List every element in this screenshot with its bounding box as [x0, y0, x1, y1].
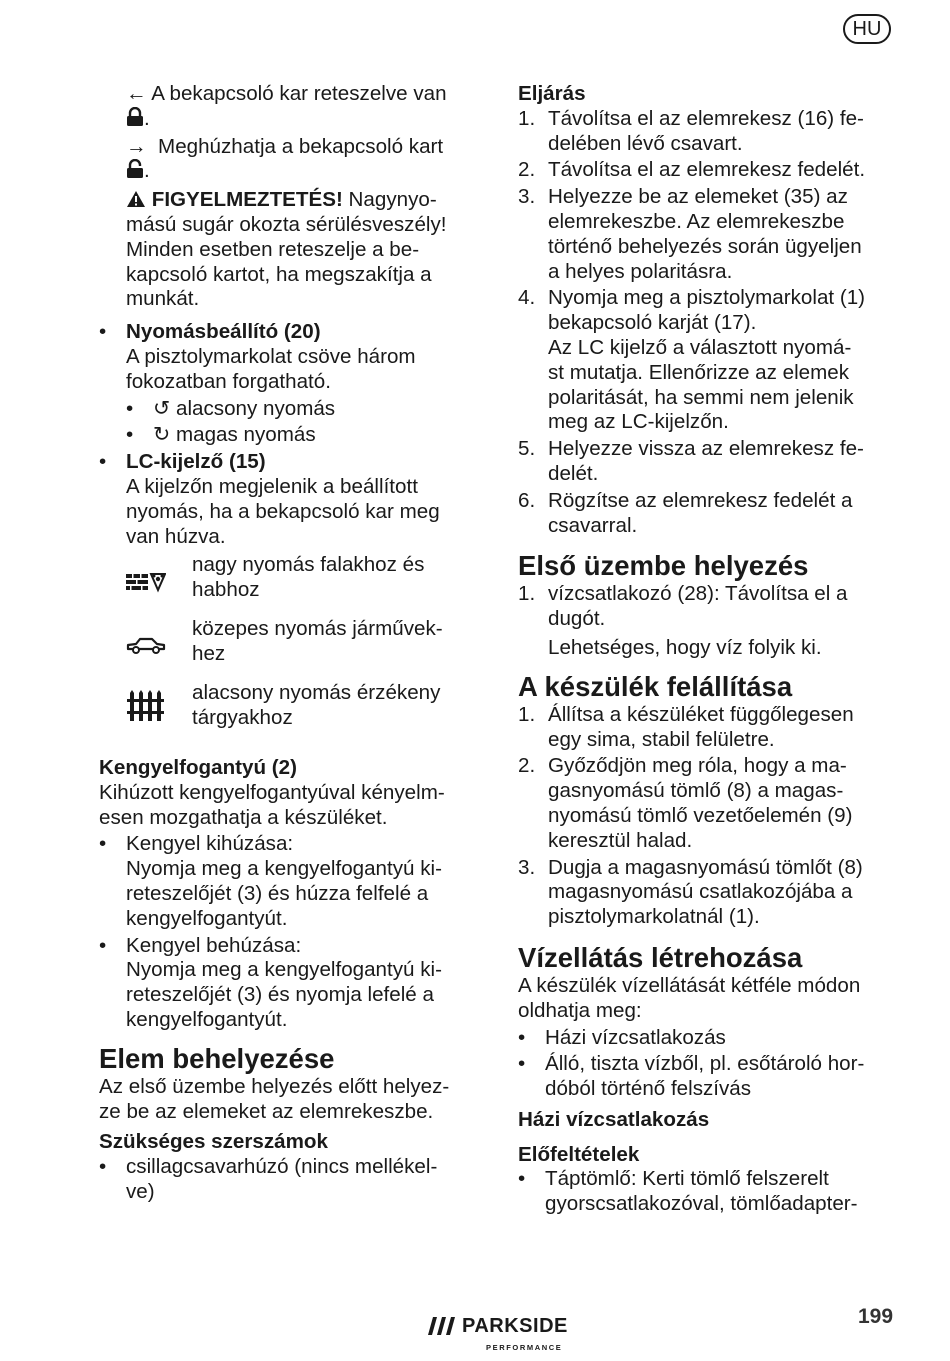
step-number: 6.	[518, 488, 536, 512]
pressure-title: Nyomásbeállító (20)	[126, 320, 321, 344]
step-line: gasnyomású tömlő (8) a magas-	[548, 779, 844, 803]
pressure-sub-low	[126, 397, 484, 422]
step-line: csavarral.	[548, 513, 638, 537]
step-line: a helyes polaritásra.	[548, 259, 733, 283]
warning-icon	[126, 190, 146, 208]
bullet: •	[99, 450, 107, 474]
battery-heading: Elem behelyezése	[99, 1042, 335, 1074]
pressure-item	[99, 320, 484, 448]
prereq-item	[518, 1167, 898, 1217]
water-line: oldhatja meg:	[518, 998, 642, 1022]
house-connection-title: Házi vízcsatlakozás	[518, 1107, 710, 1131]
bullet: •	[126, 396, 134, 420]
step-line: elemrekeszbe. Az elemrekeszbe	[548, 209, 845, 233]
symbol-row-fence	[126, 681, 484, 741]
step-line: Állítsa a készüléket függőlegesen	[548, 702, 854, 726]
symbol-row-wall	[126, 553, 484, 617]
step-line: Nyomja meg a pisztolymarkolat (1)	[548, 286, 866, 310]
step-line: keresztül halad.	[548, 828, 693, 852]
procedure-step	[518, 107, 898, 157]
procedure-step	[518, 158, 898, 183]
tool-item	[99, 1155, 484, 1205]
bullet: •	[518, 1025, 526, 1049]
step-number: 4.	[518, 286, 536, 310]
handle-extend-label: Kengyel kihúzása:	[126, 832, 294, 856]
symbol-row-car	[126, 617, 484, 681]
step-line: nyomású tömlő vezetőelemén (9)	[548, 803, 853, 827]
symbol-text-car: hez	[192, 642, 226, 666]
car-icon	[126, 625, 166, 665]
bullet: •	[99, 320, 107, 344]
pressure-sub-high	[126, 423, 484, 448]
warning-line: kapcsoló kartot, ha megszakítja a	[126, 262, 432, 286]
handle-extend-line: Nyomja meg a kengyelfogantyú ki-	[126, 857, 442, 881]
wall-foam-icon	[126, 561, 166, 601]
bullet: •	[99, 1155, 107, 1179]
setup-step	[518, 703, 898, 753]
step-line: Lehetséges, hogy víz folyik ki.	[548, 635, 822, 659]
page-number: 199	[858, 1305, 894, 1328]
setup-heading: A készülék felállítása	[518, 670, 793, 702]
handle-extend-line: reteszelőjét (3) és húzza felfelé a	[126, 881, 429, 905]
step-number: 1.	[518, 106, 536, 130]
brand-name: PARKSIDE	[462, 1315, 568, 1337]
brand-stripes-icon	[428, 1317, 458, 1335]
step-line: Helyezze vissza az elemrekesz fe-	[548, 437, 864, 461]
handle-line: esen mozgathatja a készüléket.	[99, 805, 388, 829]
handle-retract-label: Kengyel behúzása:	[126, 933, 302, 957]
setup-step	[518, 754, 898, 853]
procedure-step	[518, 185, 898, 284]
handle-extend-line: kengyelfogantyút.	[126, 906, 288, 930]
lock-open-icon	[126, 159, 144, 179]
tool-line: csillagcsavarhúzó (nincs mellékel-	[126, 1155, 438, 1179]
water-heading: Vízellátás létrehozása	[518, 941, 803, 973]
water-bullet-text: dóból történő felszívás	[545, 1077, 752, 1101]
procedure-step	[518, 286, 898, 435]
bullet: •	[126, 423, 134, 447]
step-line: dugót.	[548, 607, 606, 631]
handle-retract-item	[99, 934, 484, 1033]
battery-line: ze be az elemeket az elemrekeszbe.	[99, 1099, 434, 1123]
water-bullet-text: Házi vízcsatlakozás	[545, 1025, 726, 1049]
symbol-text-wall: habhoz	[192, 578, 260, 602]
step-line: magasnyomású csatlakozójába a	[548, 880, 853, 904]
step-line: Helyezze be az elemeket (35) az	[548, 185, 848, 209]
lc-item	[99, 450, 484, 741]
setup-step	[518, 856, 898, 930]
tool-line: ve)	[126, 1179, 155, 1203]
bullet: •	[518, 1052, 526, 1076]
lc-line: nyomás, ha a bekapcsoló kar meg	[126, 499, 440, 523]
lc-line: van húzva.	[126, 524, 226, 548]
step-line: Rögzítse az elemrekesz fedelét a	[548, 488, 853, 512]
low-pressure-text: alacsony nyomás	[176, 396, 336, 420]
first-use-step	[518, 582, 898, 660]
warning-block	[99, 188, 484, 312]
lock-closed-icon	[126, 107, 144, 127]
first-use-heading: Első üzembe helyezés	[518, 550, 809, 582]
lock-open-line: → Meghúzhatja a bekapcsoló kart .	[126, 134, 444, 183]
step-line: pisztolymarkolatnál (1).	[548, 905, 760, 929]
prereq-line: Táptömlő: Kerti tömlő felszerelt	[545, 1167, 829, 1191]
bullet: •	[99, 933, 107, 957]
step-line: Az LC kijelző a választott nyomá-	[548, 335, 852, 359]
procedure-step	[518, 489, 898, 539]
step-line: történő behelyezés során ügyeljen	[548, 234, 862, 258]
step-number: 2.	[518, 158, 536, 182]
symbol-text-wall: nagy nyomás falakhoz és	[192, 553, 425, 577]
lock-closed-line: ← A bekapcsoló kar reteszelve van .	[126, 82, 447, 130]
handle-extend-item	[99, 832, 484, 931]
lock-closed-text: A bekapcsoló kar reteszelve van	[151, 82, 447, 105]
lock-open-text: Meghúzhatja a bekapcsoló kart	[158, 134, 444, 158]
lc-title: LC-kijelző (15)	[126, 450, 266, 474]
warning-line: mású sugár okozta sérülésveszély!	[126, 212, 447, 236]
right-column	[518, 82, 898, 1217]
pressure-line: A pisztolymarkolat csöve három	[126, 344, 416, 368]
handle-section	[99, 756, 484, 1205]
battery-line: Az első üzembe helyezés előtt helyez-	[99, 1074, 450, 1098]
step-line: st mutatja. Ellenőrizze az elemek	[548, 360, 850, 384]
prereq-line: gyorscsatlakozóval, tömlőadapter-	[545, 1192, 858, 1216]
lc-line: A kijelzőn megjelenik a beállított	[126, 474, 418, 498]
symbol-text-fence: tárgyakhoz	[192, 706, 293, 730]
high-pressure-text: magas nyomás	[176, 423, 316, 447]
procedure-step	[518, 437, 898, 487]
procedure-title: Eljárás	[518, 82, 586, 105]
warning-line: munkát.	[126, 287, 200, 311]
step-line: Távolítsa el az elemrekesz fedelét.	[548, 158, 866, 182]
step-line: delét.	[548, 461, 599, 485]
step-line: delében lévő csavart.	[548, 131, 743, 155]
step-line: Dugja a magasnyomású tömlőt (8)	[548, 855, 863, 879]
water-bullet-text: Álló, tiszta vízből, pl. esőtároló hor-	[545, 1052, 865, 1076]
arrow-left-icon: ←	[126, 82, 147, 105]
language-badge: HU	[843, 14, 891, 44]
rotate-cw-icon: ↻	[153, 423, 171, 447]
symbol-text-fence: alacsony nyomás érzékeny	[192, 681, 441, 705]
step-number: 5.	[518, 437, 536, 461]
arrow-right-icon: →	[126, 134, 147, 158]
step-line: meg az LC-kijelzőn.	[548, 410, 729, 434]
left-column	[99, 82, 484, 741]
tools-title: Szükséges szerszámok	[99, 1130, 328, 1154]
warning-text-first: Nagynyo-	[348, 188, 437, 212]
bullet: •	[518, 1167, 526, 1191]
step-line: Távolítsa el az elemrekesz (16) fe-	[548, 106, 864, 130]
brand-sub: PERFORMANCE	[486, 1343, 563, 1352]
pressure-line: fokozatban forgatható.	[126, 369, 331, 393]
step-number: 2.	[518, 754, 536, 778]
fence-icon	[126, 685, 166, 725]
step-line: polaritását, ha semmi nem jelenik	[548, 385, 854, 409]
symbol-text-car: közepes nyomás járművek-	[192, 617, 443, 641]
handle-retract-line: kengyelfogantyút.	[126, 1007, 288, 1031]
water-bullet	[518, 1026, 898, 1051]
parkside-logo	[428, 1314, 588, 1354]
handle-retract-line: Nyomja meg a kengyelfogantyú ki-	[126, 958, 442, 982]
step-line: Győződjön meg róla, hogy a ma-	[548, 754, 847, 778]
step-line: egy sima, stabil felületre.	[548, 727, 775, 751]
water-line: A készülék vízellátását kétféle módon	[518, 973, 861, 997]
step-number: 3.	[518, 855, 536, 879]
step-number: 3.	[518, 185, 536, 209]
step-number: 1.	[518, 702, 536, 726]
bullet: •	[99, 832, 107, 856]
warning-line: Minden esetben reteszelje a be-	[126, 237, 420, 261]
step-line: bekapcsoló karját (17).	[548, 311, 757, 335]
handle-retract-line: reteszelőjét (3) és nyomja lefelé a	[126, 983, 434, 1007]
water-bullet	[518, 1052, 898, 1102]
step-number: 1.	[518, 582, 536, 606]
prerequisites-title: Előfeltételek	[518, 1142, 640, 1166]
step-line: vízcsatlakozó (28): Távolítsa el a	[548, 582, 848, 606]
handle-title: Kengyelfogantyú (2)	[99, 756, 297, 779]
rotate-ccw-icon: ↺	[153, 396, 171, 420]
handle-line: Kihúzott kengyelfogantyúval kényelm-	[99, 780, 445, 804]
warning-label: FIGYELMEZTETÉS!	[151, 188, 343, 212]
